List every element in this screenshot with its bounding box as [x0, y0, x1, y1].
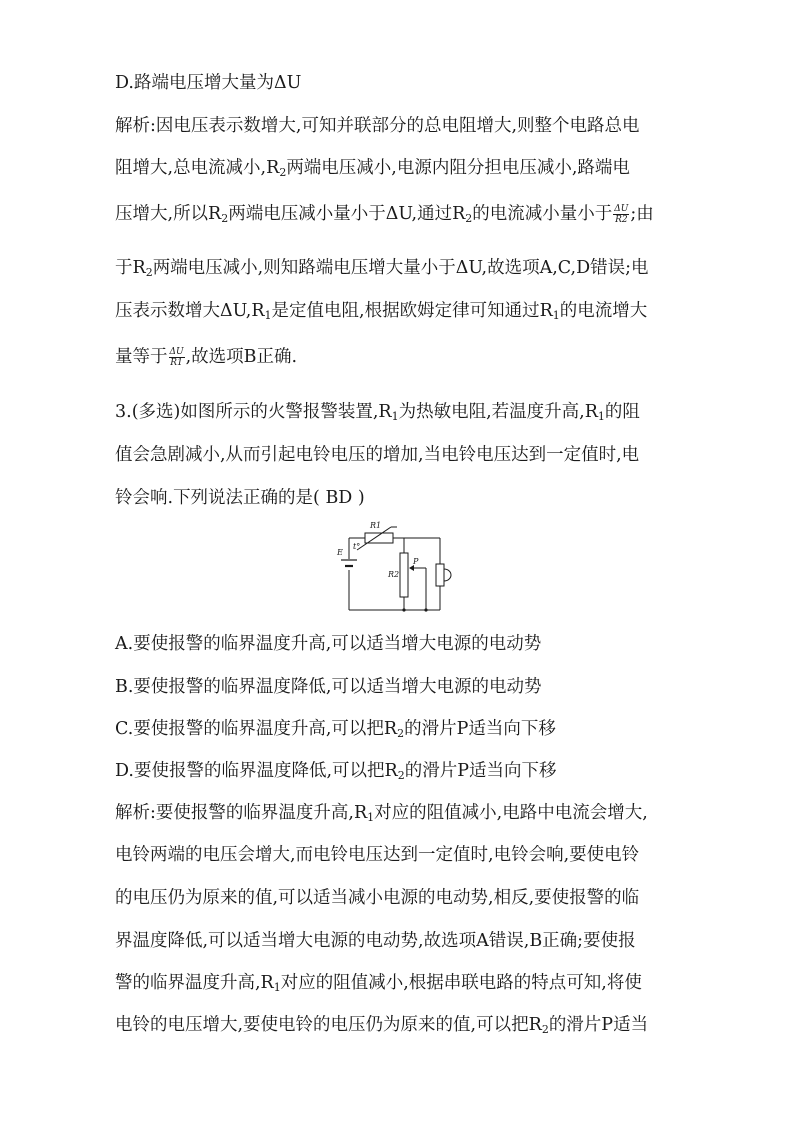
label-r1: R1	[370, 521, 382, 530]
analysis-1-line: 阻增大,总电流减小$,R_2$两端电压减小,电源内阻分担电压减小,路端电	[115, 158, 630, 179]
label-p: P	[413, 557, 419, 566]
analysis-1-line: 于$R_2$两端电压减小,则知路端电压增大量小于ΔU,故选项A,C,D错误;电	[115, 258, 649, 279]
junction-dot	[402, 608, 405, 611]
label-t: t°	[353, 542, 361, 551]
analysis-2-line: 电铃两端的电压会增大,而电铃电压达到一定值时,电铃会响,要使电铃	[115, 845, 640, 865]
analysis-2-line: 解析:要使报警的临界温度升高$,R_1$对应的阻值减小,电路中电流会增大,	[115, 803, 648, 824]
analysis-2-line: 警的临界温度升高$,R_1$对应的阻值减小,根据串联电路的特点可知,将使	[115, 973, 642, 994]
option-a: A.要使报警的临界温度升高,可以适当增大电源的电动势	[115, 634, 542, 654]
option-d: D.要使报警的临界温度降低,可以把$R_2$的滑片P适当向下移	[115, 761, 557, 782]
fire-alarm-circuit-diagram	[335, 518, 475, 618]
question-3-line: 3.(多选)如图所示的火警报警装置$,R_1$为热敏电阻,若温度升高$,R_1$的阻	[115, 402, 640, 423]
junction-dot	[424, 608, 427, 611]
label-r2: R2	[388, 570, 400, 579]
option-b: B.要使报警的临界温度降低,可以适当增大电源的电动势	[115, 677, 542, 697]
prev-option-d: D.路端电压增大量为ΔU	[115, 73, 302, 93]
question-3-line: 铃会响.下列说法正确的是( BD )	[115, 488, 365, 508]
analysis-1-line: 压增大,所以$R_2$两端电压减小量小于ΔU,通过$R_2$的电流减小量小于 $\frac{\Delta U}{R2}$ ;由	[115, 204, 654, 225]
fraction-delta-u-over-r1: $\frac{\Delta U}{R1}$	[169, 347, 184, 368]
analysis-2-line: 的电压仍为原来的值,可以适当减小电源的电动势,相反,要使报警的临	[115, 888, 640, 908]
analysis-2-line: 界温度降低,可以适当增大电源的电动势,故选项A错误,B正确;要使报	[115, 931, 636, 951]
analysis-2-line: 电铃的电压增大,要使电铃的电压仍为原来的值,可以把$R_2$的滑片P适当	[115, 1015, 649, 1036]
analysis-1-line: 解析:因电压表示数增大,可知并联部分的总电阻增大,则整个电路总电	[115, 116, 640, 136]
question-3-line: 值会急剧减小,从而引起电铃电压的增加,当电铃电压达到一定值时,电	[115, 445, 640, 465]
analysis-1-line: 压表示数增大$\Delta U,R_1$是定值电阻,根据欧姆定律可知通过$R_1$的电流增大	[115, 301, 648, 322]
fraction-delta-u-over-r2: $\frac{\Delta U}{R2}$	[614, 204, 629, 225]
analysis-1-line: 量等于 $\frac{\Delta U}{R1}$ ,故选项B正确.	[115, 347, 298, 368]
option-c: C.要使报警的临界温度升高,可以把$R_2$的滑片P适当向下移	[115, 719, 556, 740]
label-e: E	[337, 548, 343, 557]
